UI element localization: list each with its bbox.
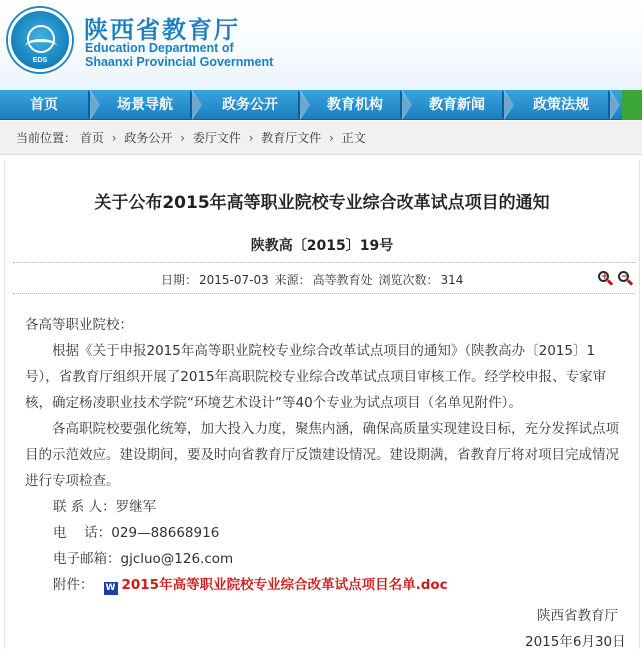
attachment-link[interactable]: 2015年高等职业院校专业综合改革试点项目名单.doc	[121, 577, 448, 593]
phone-number: 029—88668916	[111, 525, 220, 541]
meta-views: 314	[440, 273, 464, 287]
article-meta-bar	[13, 262, 635, 294]
meta-views-label: 浏览次数：	[378, 273, 439, 287]
attachment-label: 附件：	[53, 577, 94, 593]
logo-book-icon	[25, 39, 57, 53]
logo-eds-text: EDS	[32, 57, 48, 64]
article-title: 关于公布2015年高等职业院校专业综合改革试点项目的通知	[94, 193, 550, 213]
site-title-en-line2: Shaanxi Provincial Government	[85, 55, 274, 69]
zoom-out-icon[interactable]: −	[617, 270, 633, 286]
salutation: 各高等职业院校：	[25, 317, 133, 333]
phone-label: 电 话：	[53, 525, 112, 541]
nav-item-overflow[interactable]	[622, 90, 642, 120]
breadcrumb-label: 当前位置：	[16, 131, 77, 145]
breadcrumb-item-committee-files[interactable]: 委厅文件	[192, 131, 241, 145]
breadcrumb-separator: ›	[248, 131, 254, 145]
article-body	[25, 312, 625, 598]
breadcrumb-item-current: 正文	[341, 131, 366, 145]
site-title-cn: 陕西省教育厅	[84, 16, 240, 44]
document-number: 陕教高〔2015〕19号	[250, 238, 394, 254]
meta-source-label: 来源：	[274, 273, 311, 287]
phone-row	[25, 520, 625, 546]
contact-name: 罗继军	[115, 499, 157, 515]
email-address: gjcluo@126.com	[120, 551, 234, 567]
breadcrumb-separator: ›	[180, 131, 185, 145]
main-nav	[0, 90, 642, 120]
nav-separator-arrow-icon	[608, 90, 622, 120]
paragraph-1: 根据《关于申报2015年高等职业院校专业综合改革试点项目的通知》（陕教高办〔2015〕1号），省教育厅组织开展了2015年高职院校专业综合改革试点项目审核工作。经学校申报、专家审核，确定杨凌职业技术学院“环境艺术设计”等40个专业为试点项目（名单见附件）。	[25, 343, 607, 411]
meta-source: 高等教育处	[312, 273, 373, 287]
article-container	[4, 160, 640, 649]
zoom-in-icon[interactable]: +	[597, 270, 613, 286]
attachment-row	[25, 572, 625, 598]
breadcrumb-item-government-affairs[interactable]: 政务公开	[124, 131, 173, 145]
breadcrumb-separator: ›	[329, 131, 334, 145]
breadcrumb-item-department-files[interactable]: 教育厅文件	[261, 131, 322, 145]
word-document-icon: W	[104, 582, 118, 595]
breadcrumb-separator: ›	[111, 131, 117, 145]
article-meta	[161, 271, 465, 288]
breadcrumb	[0, 121, 642, 155]
signing-organization: 陕西省教育厅	[537, 608, 618, 624]
contact-person-row	[25, 494, 625, 520]
nav-item-institutions[interactable]: 教育机构	[327, 97, 383, 113]
site-logo[interactable]	[8, 8, 72, 72]
breadcrumb-item-home[interactable]: 首页	[79, 131, 104, 145]
signing-date: 2015年6月30日	[525, 634, 626, 649]
email-label: 电子邮箱：	[53, 551, 121, 567]
nav-item-scene-guide[interactable]: 场景导航	[117, 97, 173, 113]
meta-date-label: 日期：	[161, 273, 198, 287]
site-header	[0, 0, 642, 90]
site-title-en-line1: Education Department of	[85, 41, 234, 55]
nav-item-government-affairs[interactable]: 政务公开	[222, 97, 278, 113]
paragraph-2: 各高职院校要强化统筹，加大投入力度，聚焦内涵，确保高质量实现建设目标，充分发挥试点项目的示范效应。建设期间，要及时向省教育厅反馈建设情况。建设期满，省教育厅将对项目完成情况进行专项检查。	[25, 421, 619, 489]
contact-label: 联 系 人：	[53, 499, 116, 515]
email-row	[25, 546, 625, 572]
nav-item-policies[interactable]: 政策法规	[533, 97, 589, 113]
nav-item-education-news[interactable]: 教育新闻	[429, 97, 485, 113]
meta-date: 2015-07-03	[199, 273, 269, 287]
nav-item-home[interactable]: 首页	[30, 97, 58, 113]
